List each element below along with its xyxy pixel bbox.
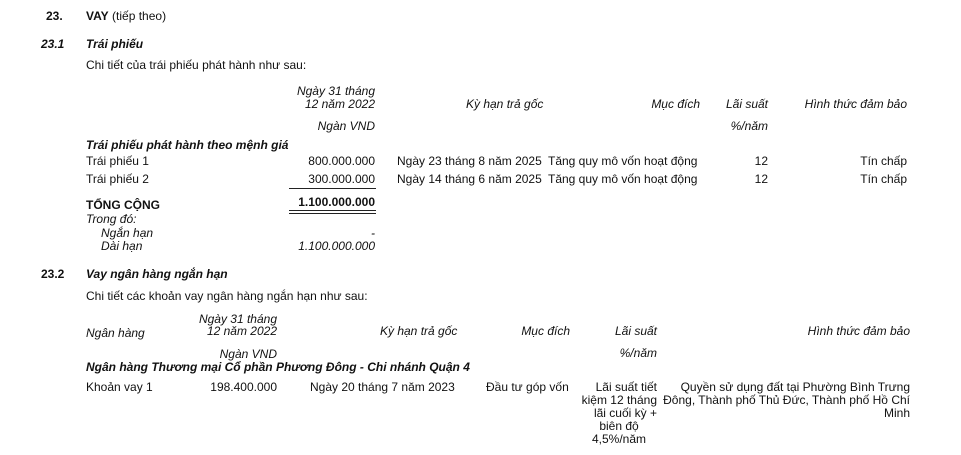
bond-row-1-purpose: Tăng quy mô vốn hoạt động (548, 154, 698, 168)
loans-header-collateral: Hình thức đảm bảo (807, 324, 910, 338)
bond-row-1-collateral: Tín chấp (860, 154, 907, 168)
bond-row-2-purpose: Tăng quy mô vốn hoạt động (548, 172, 698, 186)
bonds-long-term-value: 1.100.000.000 (298, 239, 375, 253)
loan-1-purpose: Đầu tư góp vốn (486, 380, 569, 394)
bonds-total-value: 1.100.000.000 (298, 195, 375, 209)
bonds-short-term-value: - (371, 226, 375, 240)
section-number-23-2: 23.2 (41, 267, 65, 281)
bonds-header-term: Kỳ hạn trả gốc (466, 97, 544, 111)
loan-1-collateral-line-3: Minh (883, 406, 910, 420)
bonds-intro: Chi tiết của trái phiếu phát hành như sau: (86, 58, 307, 72)
bonds-header-date-line1: Ngày 31 tháng (296, 84, 375, 98)
bonds-short-term-label: Ngắn hạn (101, 226, 154, 240)
short-loans-intro: Chi tiết các khoản vay ngân hàng ngắn hạn như sau: (86, 289, 368, 303)
bonds-header-date-line2: 12 năm 2022 (304, 97, 375, 111)
loans-header-purpose: Mục đích (521, 324, 570, 338)
loans-header-date-line2: 12 năm 2022 (206, 324, 277, 338)
bond-row-2-rate: 12 (754, 172, 768, 186)
loan-1-term: Ngày 20 tháng 7 năm 2023 (310, 380, 455, 394)
bonds-header-rate: Lãi suất (725, 97, 768, 111)
loan-1-collateral-line-1: Quyền sử dụng đất tại Phường Bình Trưng (680, 380, 910, 394)
bond-row-1-amount: 800.000.000 (308, 154, 375, 168)
loan-1-rate-line-1: Lãi suất tiết (595, 380, 657, 394)
loan-1-rate-line-3: lãi cuối kỳ + (593, 406, 657, 420)
note-title (86, 9, 166, 23)
bank-name: Ngân hàng Thương mại Cổ phần Phương Đông - Chi nhánh Quận 4 (86, 360, 470, 374)
bonds-header-collateral: Hình thức đảm bảo (804, 97, 907, 111)
subtotal-rule (289, 188, 376, 189)
loans-header-unit: Ngàn VND (219, 347, 277, 361)
loan-1-rate-line-4: biên độ (599, 419, 639, 433)
bonds-header-purpose: Mục đích (651, 97, 700, 111)
bonds-long-term-label: Dài hạn (101, 239, 143, 253)
bonds-group-title: Trái phiếu phát hành theo mệnh giá (86, 138, 289, 152)
bond-row-2-collateral: Tín chấp (860, 172, 907, 186)
loans-header-bank: Ngân hàng (86, 326, 145, 340)
loan-1-amount: 198.400.000 (210, 380, 277, 394)
bond-row-1-term: Ngày 23 tháng 8 năm 2025 (397, 154, 542, 168)
total-double-rule (289, 210, 376, 214)
loan-1-collateral-line-2: Đông, Thành phố Thủ Đức, Thành phố Hồ Chí (663, 393, 910, 407)
bond-row-2-amount: 300.000.000 (308, 172, 375, 186)
bond-row-1-rate: 12 (754, 154, 768, 168)
section-number-23-1: 23.1 (41, 37, 65, 51)
loans-header-rate-unit: %/năm (619, 346, 657, 360)
bonds-header-unit: Ngàn VND (317, 119, 375, 133)
loans-header-term: Kỳ hạn trả gốc (380, 324, 458, 338)
bond-row-2-name: Trái phiếu 2 (86, 172, 149, 186)
loans-header-date-line1: Ngày 31 tháng (198, 312, 277, 326)
loan-1-rate-line-2: kiệm 12 tháng (581, 393, 657, 407)
bonds-of-which: Trong đó: (86, 212, 137, 226)
bond-row-1-name: Trái phiếu 1 (86, 154, 149, 168)
bonds-total-label: TỔNG CỘNG (86, 198, 160, 212)
section-title-bonds: Trái phiếu (86, 37, 144, 51)
bond-row-2-term: Ngày 14 tháng 6 năm 2025 (397, 172, 542, 186)
note-title-text: VAY (86, 9, 109, 23)
note-title-suffix: (tiếp theo) (112, 9, 167, 23)
bonds-header-rate-unit: %/năm (730, 119, 768, 133)
section-title-short-loans: Vay ngân hàng ngắn hạn (86, 267, 228, 281)
loan-1-name: Khoản vay 1 (86, 380, 153, 394)
loans-header-rate: Lãi suất (614, 324, 657, 338)
loan-1-rate-line-5: 4,5%/năm (591, 432, 647, 446)
note-number: 23. (46, 9, 63, 23)
